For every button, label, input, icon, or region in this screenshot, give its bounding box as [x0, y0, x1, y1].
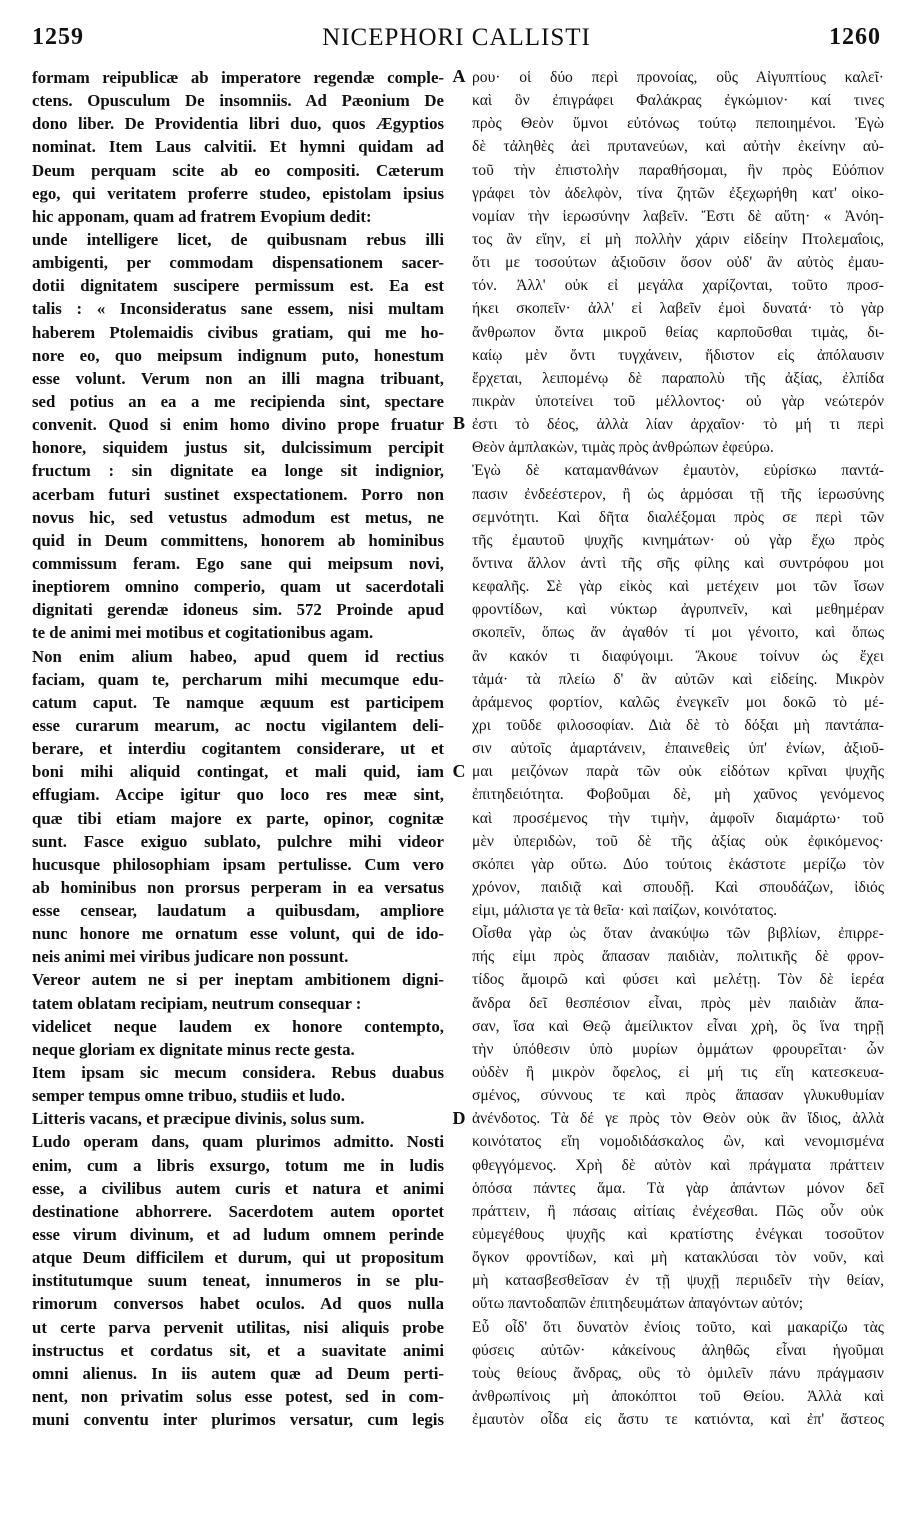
- greek-text-line: πασιν ἐνδεέστερον, ἢ ὡς ἁρμόσαι τῇ τῆς ἱερωσύνης: [472, 485, 884, 503]
- latin-text-line: nore eo, quo meipsum indignum puto, honestum: [32, 345, 444, 365]
- greek-text-line: Εὖ οἶδ' ὅτι δυνατὸν ἐνίοις τοῦτο, καὶ μακαρίζω τὰς: [472, 1318, 884, 1336]
- latin-text-line: atque Deum difficilem et durum, qui ut propositum: [32, 1248, 444, 1268]
- latin-text-line: sunt. Fasce exiguo sublato, pulchre mihi videor: [32, 831, 444, 851]
- greek-text-line: νομίαν τὴν ἱερωσύνην λαβεῖν. Ἔστι δὲ αὕτη· « Ἀνόη-: [472, 207, 884, 225]
- greek-text-line: Θεὸν ἀμπλακὼν, τιμὰς πρὸς ἀνθρώπων ἐφεύρω.: [472, 439, 774, 457]
- greek-text-line: πρὸς Θεὸν ὕμνοι εὐτόνως τούτῳ πεποιημένοι. Ἐγὼ: [472, 115, 884, 133]
- greek-text-line: οὐδὲν ἢ μικρὸν ὄφελος, εἰ μή τις εἴη κατεσκευα-: [472, 1064, 884, 1082]
- latin-text-line: Ludo operam dans, quam plurimos admitto. Nosti: [32, 1132, 444, 1152]
- greek-text-line: χρι τοῦδε φιλοσοφίαν. Διὰ δὲ τὸ δόξαι μὴ παντάπα-: [472, 716, 884, 734]
- latin-text-line: convenit. Quod si enim homo divino prope fruatur: [32, 415, 444, 435]
- greek-text-line: καίῳ μὲν ὄντι τυγχάνειν, ἥδιστον εἰς ἀπόλαυσιν: [472, 346, 884, 364]
- latin-text-line: novus hic, sed vetustus admodum est metus, ne: [32, 507, 444, 527]
- latin-text-line: sed potius an ea a me recipienda sint, spectare: [32, 391, 444, 411]
- greek-text-line: δὲ τἀληθὲς ἀεὶ πρυτανεύων, καὶ αὐτὴν ἐκείνην αὐ-: [472, 138, 884, 156]
- margin-letters: [448, 66, 470, 1526]
- margin-section-letter: B: [452, 413, 465, 434]
- greek-text-line: ἂν κακόν τι διαφύγοιμι. Ἄκουε τοίνυν ὡς ἔχει: [472, 647, 884, 665]
- greek-text-line: ρου· οἱ δύο περὶ προνοίας, οὓς Αἰγυπτίους καλεῖ·: [472, 69, 884, 86]
- latin-text-line: videlicet neque laudem ex honore contempto,: [32, 1016, 444, 1036]
- latin-text-line: esse virum divinum, et ad ludum omnem perinde: [32, 1225, 444, 1245]
- greek-text-line: τὴν ὑπόθεσιν ὑπὸ μυρίων ὀμμάτων φρουρεῖται· ὧν: [472, 1040, 884, 1058]
- latin-text-line: dono liber. De Providentia libri duo, quos Ægyptios: [32, 114, 444, 134]
- greek-text-line: γράφει τὸν ἀδελφὸν, τίνα ζητῶν ἐξεχωρήθη κατ' οἰκο-: [472, 184, 884, 202]
- latin-text-line: tatem oblatam recipiam, neutrum consequar :: [32, 993, 362, 1013]
- greek-text-line: ἄνθρωπον ὄντα μικροῦ θείας καρποῦσθαι τιμὰς, δι-: [472, 323, 884, 341]
- greek-text-line: ἀνθρωπίνοις μὴ ἀποκόπτοι τοῦ Θείου. Ἀλλὰ καὶ: [472, 1388, 884, 1406]
- greek-text-line: κεφαλῆς. Σὲ γὰρ εἰκὸς καὶ μετέχειν μοι τῶν ἴσων: [472, 578, 884, 596]
- latin-text-line: fructum : sin dignitate ea longe sit indignior,: [32, 461, 444, 481]
- greek-text-line: πράττειν, ἢ πάσαις αἰτίαις ἐνέχεσθαι. Πῶς οὖν οὐκ: [472, 1202, 884, 1220]
- greek-text-line: πής εἰμι πρὸς ἅπασαν παιδιὰν, πολιτικῆς δὲ φρον-: [472, 948, 884, 966]
- greek-text-line: οὕτω παντοδαπῶν ἐπιτηδευμάτων ἀπαγόντων αὐτόν;: [472, 1295, 804, 1313]
- latin-text-line: haberem Ptolemaidis civibus gratiam, qui me ho-: [32, 322, 444, 342]
- greek-text-line: ἔρχεται, λειπομένῳ δὲ παραπολὺ τῆς ἀξίας, ἐλπίδα: [472, 369, 884, 387]
- greek-text-line: τἀμά· τὰ πλείω δ' ἂν αὐτῶν καὶ εἰδείης. Μικρὸν: [472, 670, 884, 688]
- latin-text-line: Vereor autem ne si per ineptam ambitionem digni-: [32, 970, 444, 990]
- latin-text-line: omni alienus. In iis autem quæ ad Deum perti-: [32, 1363, 444, 1383]
- greek-text-line: εὐμεγέθους ψυχῆς καὶ κρατίστης ἐνέγκαι τοσοῦτον: [472, 1226, 884, 1244]
- latin-text-line: talis : « Inconsideratus sane essem, nisi multam: [32, 299, 444, 319]
- page-number-right: 1260: [829, 24, 881, 50]
- greek-text-line: σεμνότητι. Καὶ δῆτα διαλέξομαι πρὸς σε περὶ τῶν: [472, 508, 884, 526]
- latin-text-line: instructus et cordatus sit, et a suavitate animi: [32, 1340, 444, 1360]
- greek-text-line: φροντίδων, καὶ νύκτωρ ἀγρυπνεῖν, καὶ μεθημέραν: [472, 601, 884, 619]
- latin-column: [32, 66, 444, 1431]
- latin-text-line: institutumque suum teneat, innumeros in se plu-: [32, 1271, 444, 1291]
- greek-text-line: σκοπεῖν, ὅπως ἄν ἀγαθόν τί μοι γένοιτο, καὶ ὅπως: [472, 624, 884, 642]
- latin-text-line: dignitati gerendæ idoneus sim. 572 Proinde apud: [32, 600, 444, 620]
- greek-text-line: ὄγκον φροντίδων, καὶ μὴ κατακλύσαι τὸν νοῦν, καὶ: [472, 1249, 884, 1267]
- greek-text-line: χρόνον, παιδιᾷ καὶ σπουδῇ. Καὶ σπουδάζων, ἰδιός: [472, 878, 884, 896]
- greek-text-line: ήκει σκοπεῖν· ἀλλ' εἰ λαβεῖν ἐμοὶ δυνατά· τὸ γὰρ: [472, 300, 884, 318]
- latin-text-line: effugiam. Accipe igitur quo loco res meæ sint,: [32, 785, 444, 805]
- greek-text-line: σαν, ἴσα καὶ Θεῷ ἀμείλικτον εἶναι χρὴ, ὃς ἵνα τηρῇ: [472, 1017, 884, 1035]
- greek-text-line: σκόπει γὰρ οὕτω. Δύο τούτοις ἑκάστοτε μερίζω τὸν: [472, 855, 884, 873]
- latin-text-line: te de animi mei motibus et cogitationibus agam.: [32, 623, 374, 643]
- latin-text-line: quæ tibi etiam majore ex parte, opinor, cognitæ: [32, 808, 444, 828]
- latin-text-line: commissum feram. Ego sane qui meipsum novi,: [32, 553, 444, 573]
- greek-text-line: μὴ κατασβεσθεῖσαν ἐν τῇ ψυχῇ περιιδεῖν τὴν θείαν,: [472, 1272, 884, 1290]
- latin-text-line: acerbam futuri sustinet exspectationem. Porro non: [32, 484, 444, 504]
- latin-text-line: rimorum conversos habet oculos. Ad quos nulla: [32, 1294, 444, 1314]
- greek-text-line: ἐπιτηδειότητα. Φοβοῦμαι δὲ, μὴ χαῦνος γενόμενος: [472, 786, 884, 804]
- latin-text-line: honore, siquidem justus sit, dulcissimum percipit: [32, 438, 444, 458]
- latin-text-line: catum caput. Te namque æquum est participem: [32, 692, 444, 712]
- latin-text-line: ab hominibus non prorsus perperam in ea versatus: [32, 877, 444, 897]
- greek-text-line: τος ἂν εἴην, εἰ μὴ πολλὴν χάριν εἰδείην Πτολεμαΐοις,: [472, 230, 884, 248]
- latin-text-line: esse censear, laudatum a quibusdam, ampliore: [32, 901, 444, 921]
- latin-text-line: esse volunt. Verum non an illi magna tribuant,: [32, 368, 444, 388]
- margin-section-letter: D: [452, 1107, 466, 1128]
- latin-text-line: nominat. Item Laus calvitii. Et hymni quidam ad: [32, 137, 444, 157]
- greek-text-line: μαι μειζόνων παρὰ τῶν οὐκ εἰδότων κρῖναι ψυχῆς: [472, 763, 884, 781]
- greek-text-line: κοινότατος εἴη νομοδιδάσκαλος ὢν, καὶ νενομισμένα: [472, 1133, 884, 1151]
- latin-text-line: nunc honore me ornatum esse volunt, qui de ido-: [32, 924, 444, 944]
- greek-text-line: καὶ ὃν ἐπιγράφει Φαλάκρας ἐγκώμιον· καί τινες: [472, 92, 884, 110]
- greek-text-line: τοὺς θείους ἄνδρας, οὓς τὸ ὁμιλεῖν πάνυ πράγμασιν: [472, 1364, 884, 1382]
- running-title: NICEPHORI CALLISTI: [322, 24, 591, 51]
- greek-text-line: Οἶσθα γὰρ ὡς ὅταν ἀνακύψω τῶν βιβλίων, ἐπιρρε-: [472, 925, 884, 943]
- greek-text-line: ἀνένδοτος. Τὰ δέ γε πρὸς τὸν Θεὸν οὐκ ἂν ἴδιος, ἀλλὰ: [472, 1110, 884, 1128]
- greek-text-line: ἄνδρα δεῖ θεσπέσιον εἶναι, πρὸς μὲν παιδιὰν ἅπα-: [472, 994, 884, 1012]
- latin-text-line: Non enim alium habeo, apud quem id rectius: [32, 646, 444, 666]
- greek-text-line: ὅτι με τοσούτων ἀξιοῦσιν ὅσον οὐδ' ἂν αὐτὸς ἐμαυ-: [472, 254, 884, 272]
- latin-text-line: neque gloriam ex dignitate minus recte gesta.: [32, 1039, 355, 1059]
- latin-text-line: semper tempus omne tribuo, studiis et ludo.: [32, 1086, 345, 1106]
- latin-text-line: hucusque philosophiam ipsam pertulisse. Cum vero: [32, 854, 444, 874]
- greek-text-line: σμένος, σύννους τε καὶ πρὸς ἅπασαν γλυκυθυμίαν: [472, 1087, 884, 1105]
- greek-text-line: ἐμαυτὸν οἶδα εἰς ἄστυ τε κατιόντα, καὶ ἐπ' ἄστεος: [472, 1411, 884, 1429]
- greek-text-line: μὲν ὑπεριδὼν, τοῦ δὲ τῆς ἀξίας οὐκ ἐφικόμενος·: [472, 832, 884, 850]
- greek-text-line: ὁπόσα πάντες ἅμα. Τὰ γὰρ ἁπάντων μόνον δεῖ: [472, 1179, 884, 1197]
- latin-text-line: Deum perquam scite ab eo compositi. Cæterum: [32, 160, 444, 180]
- latin-text-line: ambigenti, per commodam dispensationem sacer-: [32, 253, 444, 273]
- greek-text-line: ἀράμενος φορτίον, καλῶς ἐνεγκεῖν μοι δοκῶ τὸ μέ-: [472, 693, 884, 711]
- latin-text-line: nent, non privatim solus esse potest, sed in com-: [32, 1387, 444, 1407]
- latin-text-line: unde intelligere licet, de quibusnam rebus illi: [32, 229, 444, 249]
- greek-text-line: πικρὰν ὑποτείνει τοῦ μέλλοντος· οὐ γὰρ νεώτερόν: [472, 392, 884, 410]
- greek-text-line: φύσεις αὐτῶν· κἀκείνους ἀληθῶς εἶναι ἡγοῦμαι: [472, 1341, 884, 1359]
- latin-text-line: muni conventu inter plurimos versatur, cum legis: [32, 1410, 444, 1430]
- latin-text-line: destinatione abhorrere. Sacerdotem autem oportet: [32, 1201, 444, 1221]
- latin-text-line: dotii dignitatem suscipere permissum est. Ea est: [32, 276, 444, 296]
- latin-text-line: faciam, quam te, percharum mihi mecumque edu-: [32, 669, 444, 689]
- greek-text-line: φθεγγόμενος. Χρὴ δὲ αὐτὸν καὶ πράγματα πράττειν: [472, 1156, 884, 1174]
- latin-text-line: Item ipsam sic mecum considera. Rebus duabus: [32, 1063, 444, 1083]
- latin-text-line: esse curarum mearum, ac noctu vigilantem deli-: [32, 715, 444, 735]
- greek-text-line: τίδος ἄμοιρῶ καὶ φύσει καὶ μελέτῃ. Τὸν δὲ ἱερέα: [472, 971, 884, 989]
- latin-text-line: ut certe parva pervenit utilitas, nisi aliquis probe: [32, 1317, 444, 1337]
- latin-text-line: ctens. Opusculum De insomniis. Ad Pæonium De: [32, 91, 444, 111]
- latin-text-line: enim, cum a libris exsurgo, totum me in ludis: [32, 1155, 444, 1175]
- greek-text-line: εἰμι, μάλιστα γε τὰ θεῖα· καὶ παίζων, κοινότατος.: [472, 902, 777, 920]
- greek-text-line: ἐστι τὸ δέος, ἀλλὰ λίαν ἀρχαῖον· τὸ μή τι περὶ: [472, 416, 884, 434]
- latin-text-line: boni mihi aliquid contingat, et mali quid, iam: [32, 762, 444, 782]
- latin-text-line: quid in Deum committens, honorem ab hominibus: [32, 530, 444, 550]
- latin-text-line: ego, qui veritatem proferre studeo, epistolam ipsius: [32, 183, 444, 203]
- greek-text-line: τῆς ἐμαυτοῦ ψυχῆς κινημάτων· οὐ γὰρ ἔχω πρὸς: [472, 531, 884, 549]
- greek-text-line: Ἐγὼ δὲ καταμανθάνων ἐμαυτὸν, εὑρίσκω παντά-: [472, 462, 884, 480]
- margin-section-letter: C: [452, 760, 466, 781]
- greek-text-line: σιν αὐτοῖς ἁμαρτάνειν, ἐπαινεθεὶς ὑπ' ἐνίων, ἀξιοῦ-: [472, 740, 884, 758]
- margin-section-letter: A: [452, 66, 466, 86]
- latin-text-line: formam reipublicæ ab imperatore regendæ comple-: [32, 68, 444, 87]
- greek-column: [472, 66, 884, 1431]
- greek-text-line: ὅντινα ἄλλον ἀντὶ τῆς σῆς φίλης καὶ συντρόφου μοι: [472, 554, 884, 572]
- latin-text-line: esse, a civilibus autem curis et natura et animi: [32, 1178, 444, 1198]
- page-number-left: 1259: [32, 24, 84, 50]
- latin-text-line: berare, et interdiu cogitantem considerare, ut et: [32, 739, 444, 759]
- latin-text-line: ineptiorem omnino comperio, quam ut sacerdotali: [32, 577, 444, 597]
- running-header: [32, 20, 881, 60]
- greek-text-line: τόν. Ἀλλ' οὐκ εἰ μεγάλα χαρίζονται, τοῦτο προσ-: [472, 277, 884, 295]
- greek-text-line: τοῦ τὴν ἐπιστολὴν παραθήσομαι, ἣν πρὸς Εὐόπιον: [472, 161, 884, 179]
- latin-text-line: neis animi mei viribus judicare non possunt.: [32, 947, 349, 967]
- latin-text-line: hic apponam, quam ad fratrem Evopium dedit:: [32, 206, 372, 226]
- greek-text-line: καὶ προσέμενος τὴν τιμὴν, ἀμφοῖν διαμάρτω· τοῦ: [472, 809, 884, 827]
- latin-text-line: Litteris vacans, et præcipue divinis, solus sum.: [32, 1109, 365, 1129]
